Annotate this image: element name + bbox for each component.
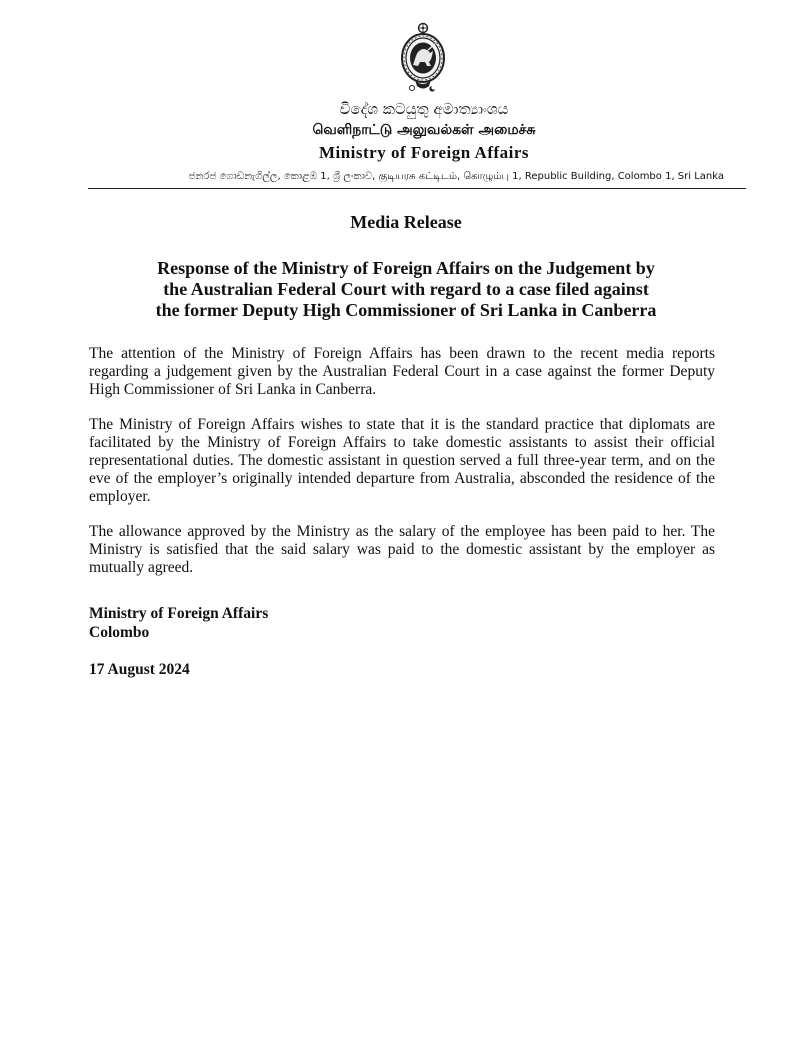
release-body xyxy=(89,345,715,594)
letterhead-english-name: Ministry of Foreign Affairs xyxy=(318,143,530,162)
headline-line: the Australian Federal Court with regard to a case filed against xyxy=(163,279,649,299)
headline-line: Response of the Ministry of Foreign Affairs on the Judgement by xyxy=(157,258,655,278)
letterhead xyxy=(0,0,812,200)
signoff-city: Colombo xyxy=(89,624,150,641)
body-paragraph: The allowance approved by the Ministry as the salary of the employee has been paid to her. The Ministry is satisfied that the said salary was paid to the domestic assistant by the employer as mutually agreed. xyxy=(89,523,715,576)
letterhead-address: ජනරජ ගොඩනැගිල්ල, කොළඹ 1, ශ්‍රී ලංකාව, குடியரசு கட்டிடம், கொழும்பு 1, Republic Building, Colombo 1, Sri Lanka xyxy=(188,171,724,182)
release-date: 17 August 2024 xyxy=(89,661,190,678)
media-release-label: Media Release xyxy=(350,212,462,232)
body-paragraph: The Ministry of Foreign Affairs wishes to state that it is the standard practice that diplomats are facilitated by the Ministry of Foreign Affairs to take domestic assistants to assist their official representational duties. The domestic assistant in question served a full three-year term, and on the eve of the employer’s originally intended departure from Australia, absconded the residence of the employer. xyxy=(89,416,715,505)
letterhead-divider xyxy=(88,188,746,189)
release-headline xyxy=(100,258,712,321)
signoff-block xyxy=(89,604,268,642)
letterhead-sinhala-name: විදේශ කටයුතු අමාත්‍යාංශය xyxy=(339,100,509,118)
headline-line: the former Deputy High Commissioner of Sri Lanka in Canberra xyxy=(155,300,657,320)
state-emblem-icon xyxy=(398,22,448,94)
letterhead-tamil-name: வெளிநாட்டு அலுவல்கள் அமைச்சு xyxy=(312,122,536,138)
body-paragraph: The attention of the Ministry of Foreign Affairs has been drawn to the recent media reports regarding a judgement given by the Australian Federal Court in a case against the former Deputy High Commissioner of Sri Lanka in Canberra. xyxy=(89,345,715,398)
signoff-organization: Ministry of Foreign Affairs xyxy=(89,605,269,622)
